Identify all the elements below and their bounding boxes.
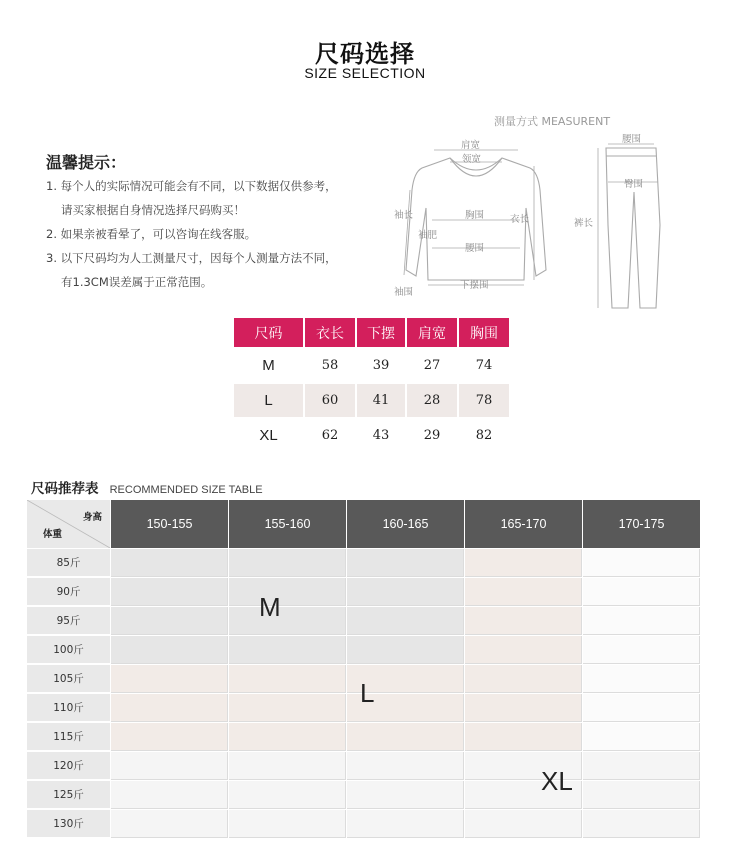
cell-shoulder: 27 [423,358,441,373]
height-header: 165-170 [465,500,582,548]
table-row [234,384,509,417]
table-cell [229,607,346,635]
size-table-header [234,318,509,347]
corner-height-label: 身高 [82,512,102,523]
tip-line: 有1.3CM误差属于正常范围。 [61,275,213,289]
table-cell [347,549,464,577]
measurement-label: 测量方式 MEASURENT [494,115,611,128]
table-cell [111,578,228,606]
weight-label: 95斤 [27,607,110,635]
table-cell [583,549,700,577]
weight-label: 90斤 [27,578,110,606]
table-cell [111,607,228,635]
tip-line: 3. 以下尺码均为人工测量尺寸，因每个人测量方法不同， [46,251,337,265]
table-cell [111,665,228,693]
weight-label: 120斤 [27,752,110,780]
label-pants-hip: 臀围 [624,179,644,190]
table-cell [229,578,346,606]
size-mark-xl: XL [541,766,573,796]
cell-hem: 43 [372,428,390,443]
table-cell [229,723,346,751]
table-cell [347,607,464,635]
size-mark-m: M [259,592,281,622]
header-chest: 胸围 [459,318,509,347]
header-shoulder: 肩宽 [407,318,457,347]
table-cell [111,723,228,751]
label-chest: 胸围 [465,210,485,221]
table-cell [347,723,464,751]
header-length: 衣长 [305,318,355,347]
weight-label: 100斤 [27,636,110,664]
weight-label: 130斤 [27,810,110,838]
table-cell [583,578,700,606]
weight-label: 110斤 [27,694,110,722]
weight-label: 125斤 [27,781,110,809]
cell-size: XL [259,427,278,444]
table-cell [583,665,700,693]
measurement-diagram [388,130,688,315]
table-cell [229,810,346,838]
table-cell [583,723,700,751]
table-cell [465,810,582,838]
height-header: 160-165 [347,500,464,548]
table-cell [111,781,228,809]
label-pants-waist: 腰围 [622,134,642,145]
weight-label: 105斤 [27,665,110,693]
table-cell [229,636,346,664]
label-sleeve: 袖长 [394,210,414,221]
table-cell [583,607,700,635]
table-cell [465,723,582,751]
height-header: 170-175 [583,500,700,548]
label-shoulder: 肩宽 [461,140,481,151]
cell-size: M [262,357,275,374]
table-cell [583,781,700,809]
page-subtitle: SIZE SELECTION [304,65,426,81]
table-cell [583,694,700,722]
height-header: 155-160 [229,500,346,548]
tips-title: 温馨提示： [46,153,127,172]
label-waist: 腰围 [465,243,485,254]
table-cell [347,578,464,606]
size-table [232,316,511,454]
table-cell [111,810,228,838]
label-armpit: 袖肥 [418,230,438,241]
size-mark-l: L [360,678,375,708]
table-cell [465,578,582,606]
cell-length: 62 [321,428,339,443]
table-cell [111,636,228,664]
corner-weight-label: 体重 [43,529,63,540]
table-cell [347,810,464,838]
recommended-title [31,477,263,497]
table-cell [229,665,346,693]
tip-line: 2. 如果亲被看晕了，可以咨询在线客服。 [46,227,257,241]
table-cell [111,752,228,780]
height-header: 150-155 [111,500,228,548]
table-cell [465,549,582,577]
cell-chest: 74 [475,358,493,373]
tip-line: 1. 每个人的实际情况可能会有不同，以下数据仅供参考， [46,179,337,193]
label-length: 衣长 [510,214,530,225]
table-cell [111,694,228,722]
table-cell [465,607,582,635]
weight-label: 115斤 [27,723,110,751]
diagonal-divider-icon [27,500,110,548]
cell-shoulder: 29 [423,428,441,443]
recommended-title-cn: 尺码推荐表 [31,481,99,497]
header-hem: 下摆 [357,318,405,347]
label-hem: 下摆围 [460,280,489,291]
cell-hem: 39 [372,358,390,373]
table-cell [465,694,582,722]
label-neck: 领宽 [462,154,482,165]
cell-hem: 41 [357,384,405,417]
cell-size: L [234,384,303,417]
table-cell [583,752,700,780]
corner-cell [27,500,110,548]
table-cell [111,549,228,577]
table-cell [347,752,464,780]
table-cell [347,781,464,809]
table-cell [583,810,700,838]
page-title: 尺码选择 [315,40,415,68]
header-size: 尺码 [234,318,303,347]
table-cell [229,781,346,809]
table-cell [229,752,346,780]
cell-chest: 78 [459,384,509,417]
label-cuff: 袖围 [394,287,414,298]
label-pants-length: 裤长 [574,218,594,229]
weight-label: 85斤 [27,549,110,577]
pants-outline-icon [606,148,660,308]
table-cell [347,636,464,664]
table-row [234,419,509,452]
recommended-title-en: RECOMMENDED SIZE TABLE [109,484,263,496]
cell-length: 60 [305,384,355,417]
tip-line: 请买家根据自身情况选择尺码购买！ [61,203,245,217]
table-cell [229,549,346,577]
table-cell [583,636,700,664]
cell-shoulder: 28 [407,384,457,417]
cell-length: 58 [321,358,339,373]
table-cell [465,636,582,664]
cell-chest: 82 [475,428,493,443]
table-cell [465,665,582,693]
table-row [234,349,509,382]
table-cell [229,694,346,722]
